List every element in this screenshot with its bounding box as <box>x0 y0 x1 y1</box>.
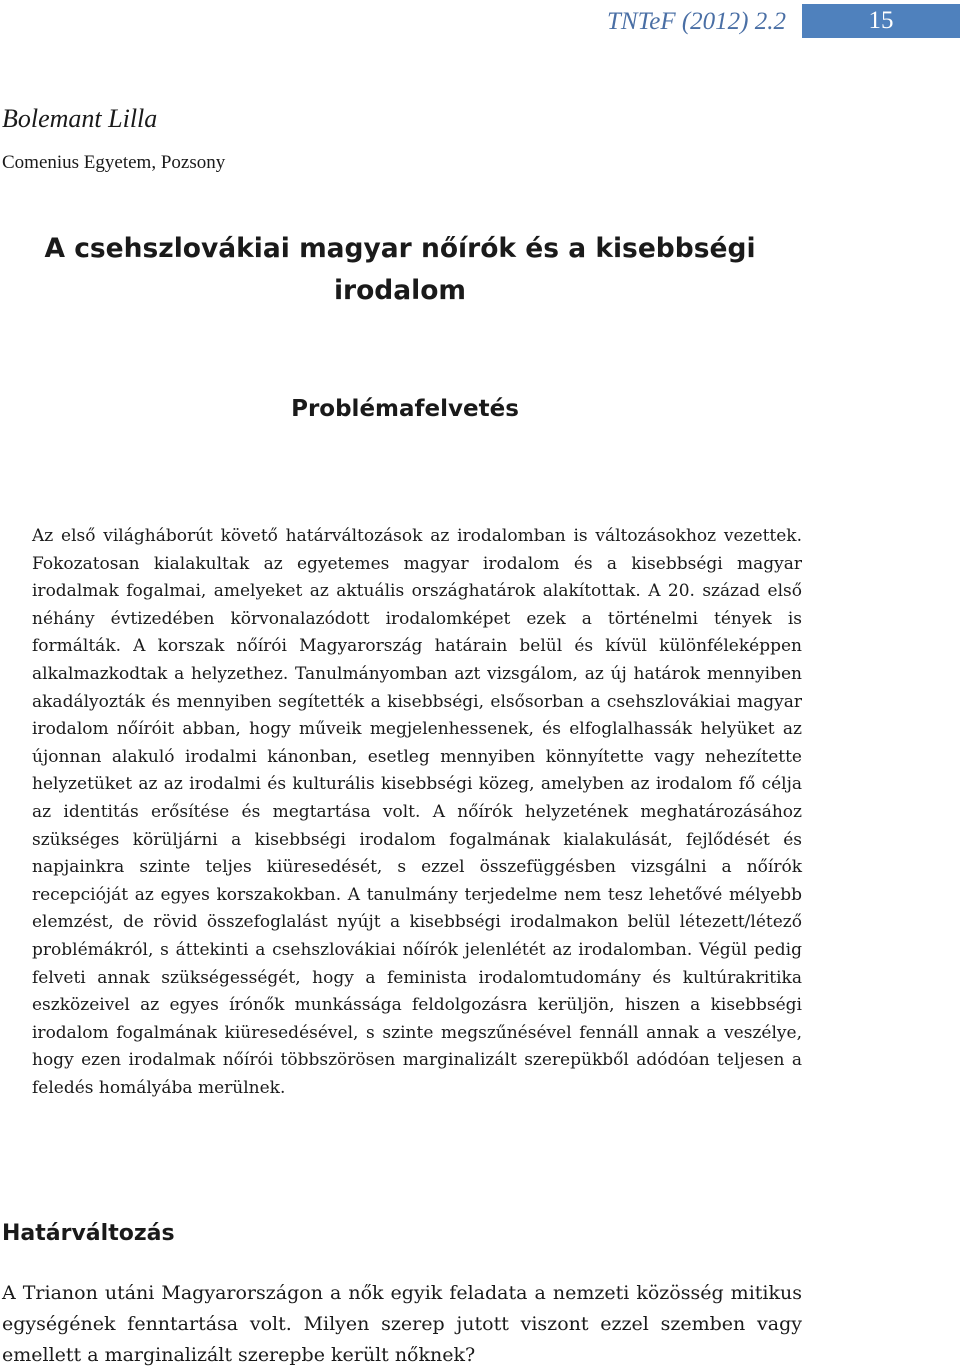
page-number-badge: 15 <box>802 4 960 38</box>
journal-header: TNTeF (2012) 2.2 <box>607 8 786 35</box>
article-title: A csehszlovákiai magyar nőírók és a kisebbségi irodalom <box>44 233 756 306</box>
section-heading-problem-statement: Problémafelvetés <box>291 396 519 422</box>
section-heading-border-change: Határváltozás <box>2 1221 175 1246</box>
paragraph-border-change: A Trianon utáni Magyarországon a nők egyik feladata a nemzeti közösség mitikus egységének fenntartása volt. Milyen szerep jutott viszont ezzel szemben vagy emellett a marginalizált szerepbe került nőknek? <box>2 1282 802 1366</box>
author-affiliation: Comenius Egyetem, Pozsony <box>2 152 226 173</box>
author-name: Bolemant Lilla <box>2 104 158 133</box>
paragraph-problem-statement: Az első világháborút követő határváltozások az irodalomban is változásokhoz vezettek. Fokozatosan kialakultak az egyetemes magyar irodalom és a kisebbségi magyar irodalmak fogalmai, amelyeket az aktuális országhatárok alakítottak. A 20. század első néhány évtizedében körvonalazódott irodalomképet ezek a történelmi tények is formálták. A korszak nőírói Magyarország határain belül és kívül különféleképpen alkalmazkodtak a helyzethez. Tanulmányomban azt vizsgálom, az új határok mennyiben akadályozták és mennyiben segítették a kisebbségi, elsősorban a csehszlovákiai magyar irodalom nőíróit abban, hogy műveik megjelenhessenek, és elfoglalhassák helyüket az újonnan alakuló irodalmi kánonban, esetleg mennyiben könnyítette vagy nehezítette helyzetüket az az irodalmi és kulturális kisebbségi közeg, amelyben az irodalom fő célja az identitás erősítése és megtartása volt. A nőírók helyzetének meghatározásához szükséges körüljárni a kisebbségi irodalom fogalmának kialakulását, fejlődését és napjainkra szinte teljes kiüresedését, s ezzel összefüggésben vizsgálni a nőírók recepcióját az egyes korszakokban. A tanulmány terjedelme nem tesz lehetővé mélyebb elemzést, de rövid összefoglalást nyújt a kisebbségi irodalmakon belül létezett/létező problémákról, s áttekinti a csehszlovákiai nőírók jelenlétét az irodalomban. Végül pedig felveti annak szükségességét, hogy a feminista irodalomtudomány és kultúrakritika eszközeivel az egyes írónők munkássága feldolgozásra kerüljön, hiszen a kisebbségi irodalom fogalmának kiüresedésével, s szinte megszűnésével fennáll annak a veszélye, hogy ezen irodalmak nőírói többszörösen marginalizált szerepükből adódóan teljesen a feledés homályába merülnek. <box>32 526 802 1098</box>
